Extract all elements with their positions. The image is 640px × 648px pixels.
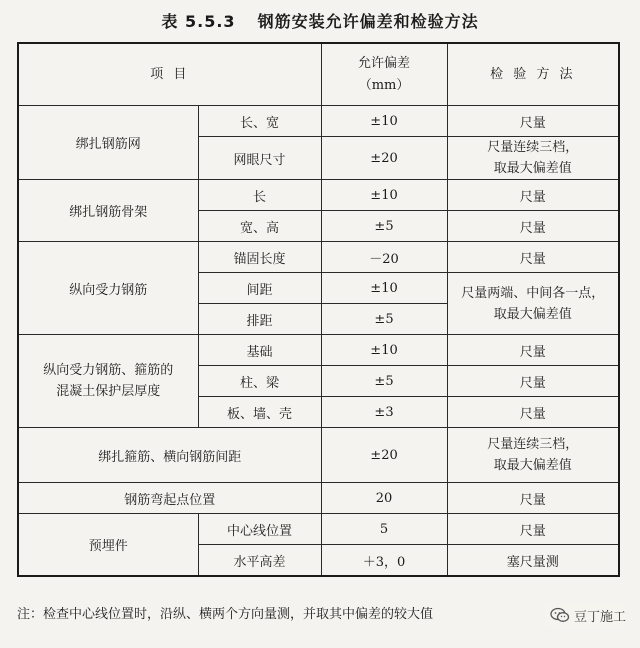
method-cell: 尺量 — [447, 106, 619, 137]
group-label: 绑扎钢筋网 — [18, 106, 198, 180]
deviation-value: ±10 — [321, 335, 447, 366]
group-label: 预埋件 — [18, 514, 198, 577]
deviation-value: 5 — [321, 514, 447, 545]
deviation-value: ±10 — [321, 106, 447, 137]
header-item: 项 目 — [18, 43, 321, 106]
header-method: 检 验 方 法 — [447, 43, 619, 106]
deviation-value: ±5 — [321, 366, 447, 397]
deviation-value: ±10 — [321, 273, 447, 304]
table-row — [18, 514, 619, 545]
header-deviation — [321, 43, 447, 106]
deviation-value: ±20 — [321, 137, 447, 180]
group-label: 绑扎钢筋骨架 — [18, 180, 198, 242]
method-line: 取最大偏差值 — [493, 161, 572, 176]
method-line: 尺量连续三档， — [487, 437, 579, 452]
group-label: 纵向受力钢筋 — [18, 242, 198, 335]
table-row — [18, 483, 619, 514]
method-cell — [447, 137, 619, 180]
sub-item: 网眼尺寸 — [198, 137, 321, 180]
method-cell — [447, 428, 619, 483]
group-label-line: 纵向受力钢筋、箍筋的 — [43, 363, 174, 378]
method-line: 取最大偏差值 — [493, 306, 572, 322]
method-cell: 尺量 — [447, 242, 619, 273]
header-deviation-line1: 允许偏差 — [358, 55, 411, 71]
method-line: 尺量连续三档， — [487, 140, 579, 155]
deviation-value: ±5 — [321, 211, 447, 242]
group-label-line: 混凝土保护层厚度 — [56, 384, 161, 399]
header-row — [18, 43, 619, 106]
deviation-value: ±10 — [321, 180, 447, 211]
method-cell: 尺量 — [447, 366, 619, 397]
watermark — [546, 603, 626, 627]
table-note: 注：检查中心线位置时，沿纵、横两个方向量测，并取其中偏差的较大值 — [17, 607, 434, 622]
group-label — [18, 335, 198, 428]
item-label: 绑扎箍筋、横向钢筋间距 — [18, 428, 321, 483]
watermark-text: 豆丁施工 — [573, 609, 626, 625]
sub-item: 宽、高 — [198, 211, 321, 242]
method-cell: 尺量 — [447, 335, 619, 366]
deviation-value: ±20 — [321, 428, 447, 483]
sub-item: 排距 — [198, 304, 321, 335]
table-number: 表 5.5.3 — [161, 12, 236, 31]
method-cell: 尺量 — [447, 180, 619, 211]
table-title-text: 钢筋安装允许偏差和检验方法 — [257, 12, 479, 31]
sub-item: 长、宽 — [198, 106, 321, 137]
method-cell: 尺量 — [447, 397, 619, 428]
method-cell: 尺量 — [447, 514, 619, 545]
tolerance-table — [17, 42, 620, 577]
method-cell: 尺量 — [447, 211, 619, 242]
table-row — [18, 242, 619, 273]
method-cell: 尺量 — [447, 483, 619, 514]
sub-item: 板、墙、壳 — [198, 397, 321, 428]
table-row — [18, 106, 619, 137]
table-row — [18, 180, 619, 211]
header-deviation-line2: （mm） — [358, 77, 410, 93]
method-cell-merged — [447, 273, 619, 335]
deviation-value: ±3 — [321, 397, 447, 428]
sub-item: 柱、梁 — [198, 366, 321, 397]
deviation-value: 20 — [321, 483, 447, 514]
sub-item: 间距 — [198, 273, 321, 304]
table-title — [0, 6, 640, 38]
sub-item: 锚固长度 — [198, 242, 321, 273]
deviation-value: ±5 — [321, 304, 447, 335]
sub-item: 水平高差 — [198, 545, 321, 577]
sub-item: 基础 — [198, 335, 321, 366]
method-cell: 塞尺量测 — [447, 545, 619, 577]
table-row — [18, 428, 619, 483]
item-label: 钢筋弯起点位置 — [18, 483, 321, 514]
deviation-value: ＋3，0 — [321, 545, 447, 577]
method-line: 尺量两端、中间各一点， — [461, 285, 605, 301]
wechat-logo-icon — [550, 607, 570, 623]
deviation-value: －20 — [321, 242, 447, 273]
sub-item: 长 — [198, 180, 321, 211]
sub-item: 中心线位置 — [198, 514, 321, 545]
table-row — [18, 335, 619, 366]
method-line: 取最大偏差值 — [493, 458, 572, 473]
